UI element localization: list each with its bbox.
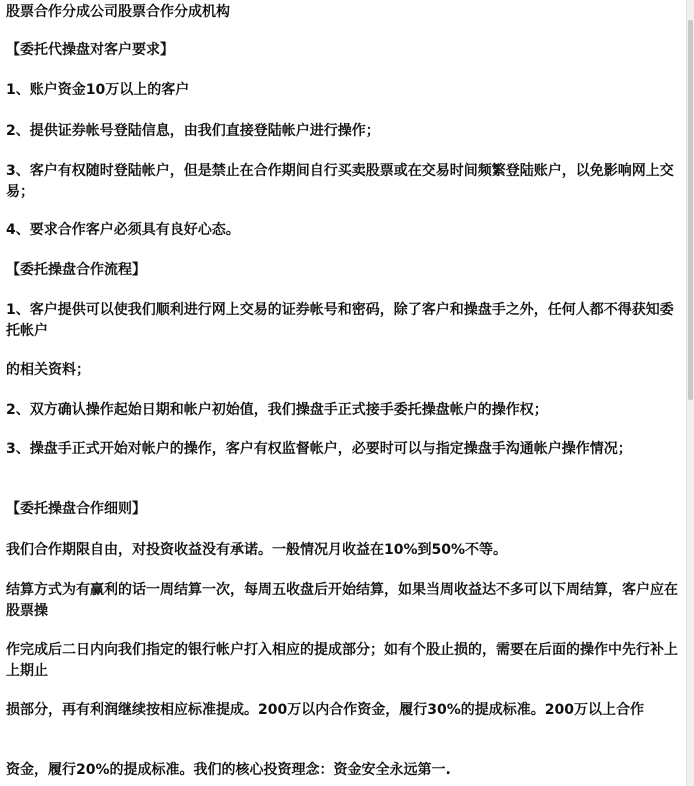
process-step-1: 1、客户提供可以使我们顺利进行网上交易的证券帐号和密码，除了客户和操盘手之外，任何人都不得获知委托帐户 xyxy=(6,302,674,339)
section-heading-requirements: 【委托代操盘对客户要求】 xyxy=(6,42,174,58)
process-step-2: 2、双方确认操作起始日期和帐户初始值，我们操盘手正式接手委托操盘帐户的操作权； xyxy=(6,402,548,418)
process-step-1-continued: 的相关资料； xyxy=(6,362,90,378)
requirement-2: 2、提供证券帐号登陆信息，由我们直接登陆帐户进行操作； xyxy=(6,123,380,139)
rule-5: 资金，履行20%的提成标准。我们的核心投资理念：资金安全永远第一. xyxy=(6,762,451,778)
requirement-1: 1、账户资金10万以上的客户 xyxy=(6,82,190,98)
rule-1: 我们合作期限自由，对投资收益没有承诺。一般情况月收益在10%到50%不等。 xyxy=(6,542,508,558)
rule-4: 损部分，再有利润继续按相应标准提成。200万以内合作资金，履行30%的提成标准。200万以上合作 xyxy=(6,702,644,718)
scrollbar-thumb[interactable] xyxy=(688,20,693,400)
rule-2: 结算方式为有赢利的话一周结算一次，每周五收盘后开始结算，如果当周收益达不多可以下周结算，客户应在股票操 xyxy=(6,582,678,619)
requirement-3: 3、客户有权随时登陆帐户，但是禁止在合作期间自行买卖股票或在交易时间频繁登陆账户，以免影响网上交易； xyxy=(6,163,674,200)
section-heading-process: 【委托操盘合作流程】 xyxy=(6,262,146,278)
section-heading-rules: 【委托操盘合作细则】 xyxy=(6,501,146,517)
process-step-3: 3、操盘手正式开始对帐户的操作，客户有权监督帐户，必要时可以与指定操盘手沟通帐户操作情况； xyxy=(6,441,632,457)
document-title: 股票合作分成公司股票合作分成机构 xyxy=(6,4,230,20)
rule-3: 作完成后二日内向我们指定的银行帐户打入相应的提成部分；如有个股止损的，需要在后面的操作中先行补上上期止 xyxy=(6,642,678,679)
vertical-scrollbar[interactable] xyxy=(686,0,694,786)
requirement-4: 4、要求合作客户必须具有良好心态。 xyxy=(6,222,240,238)
